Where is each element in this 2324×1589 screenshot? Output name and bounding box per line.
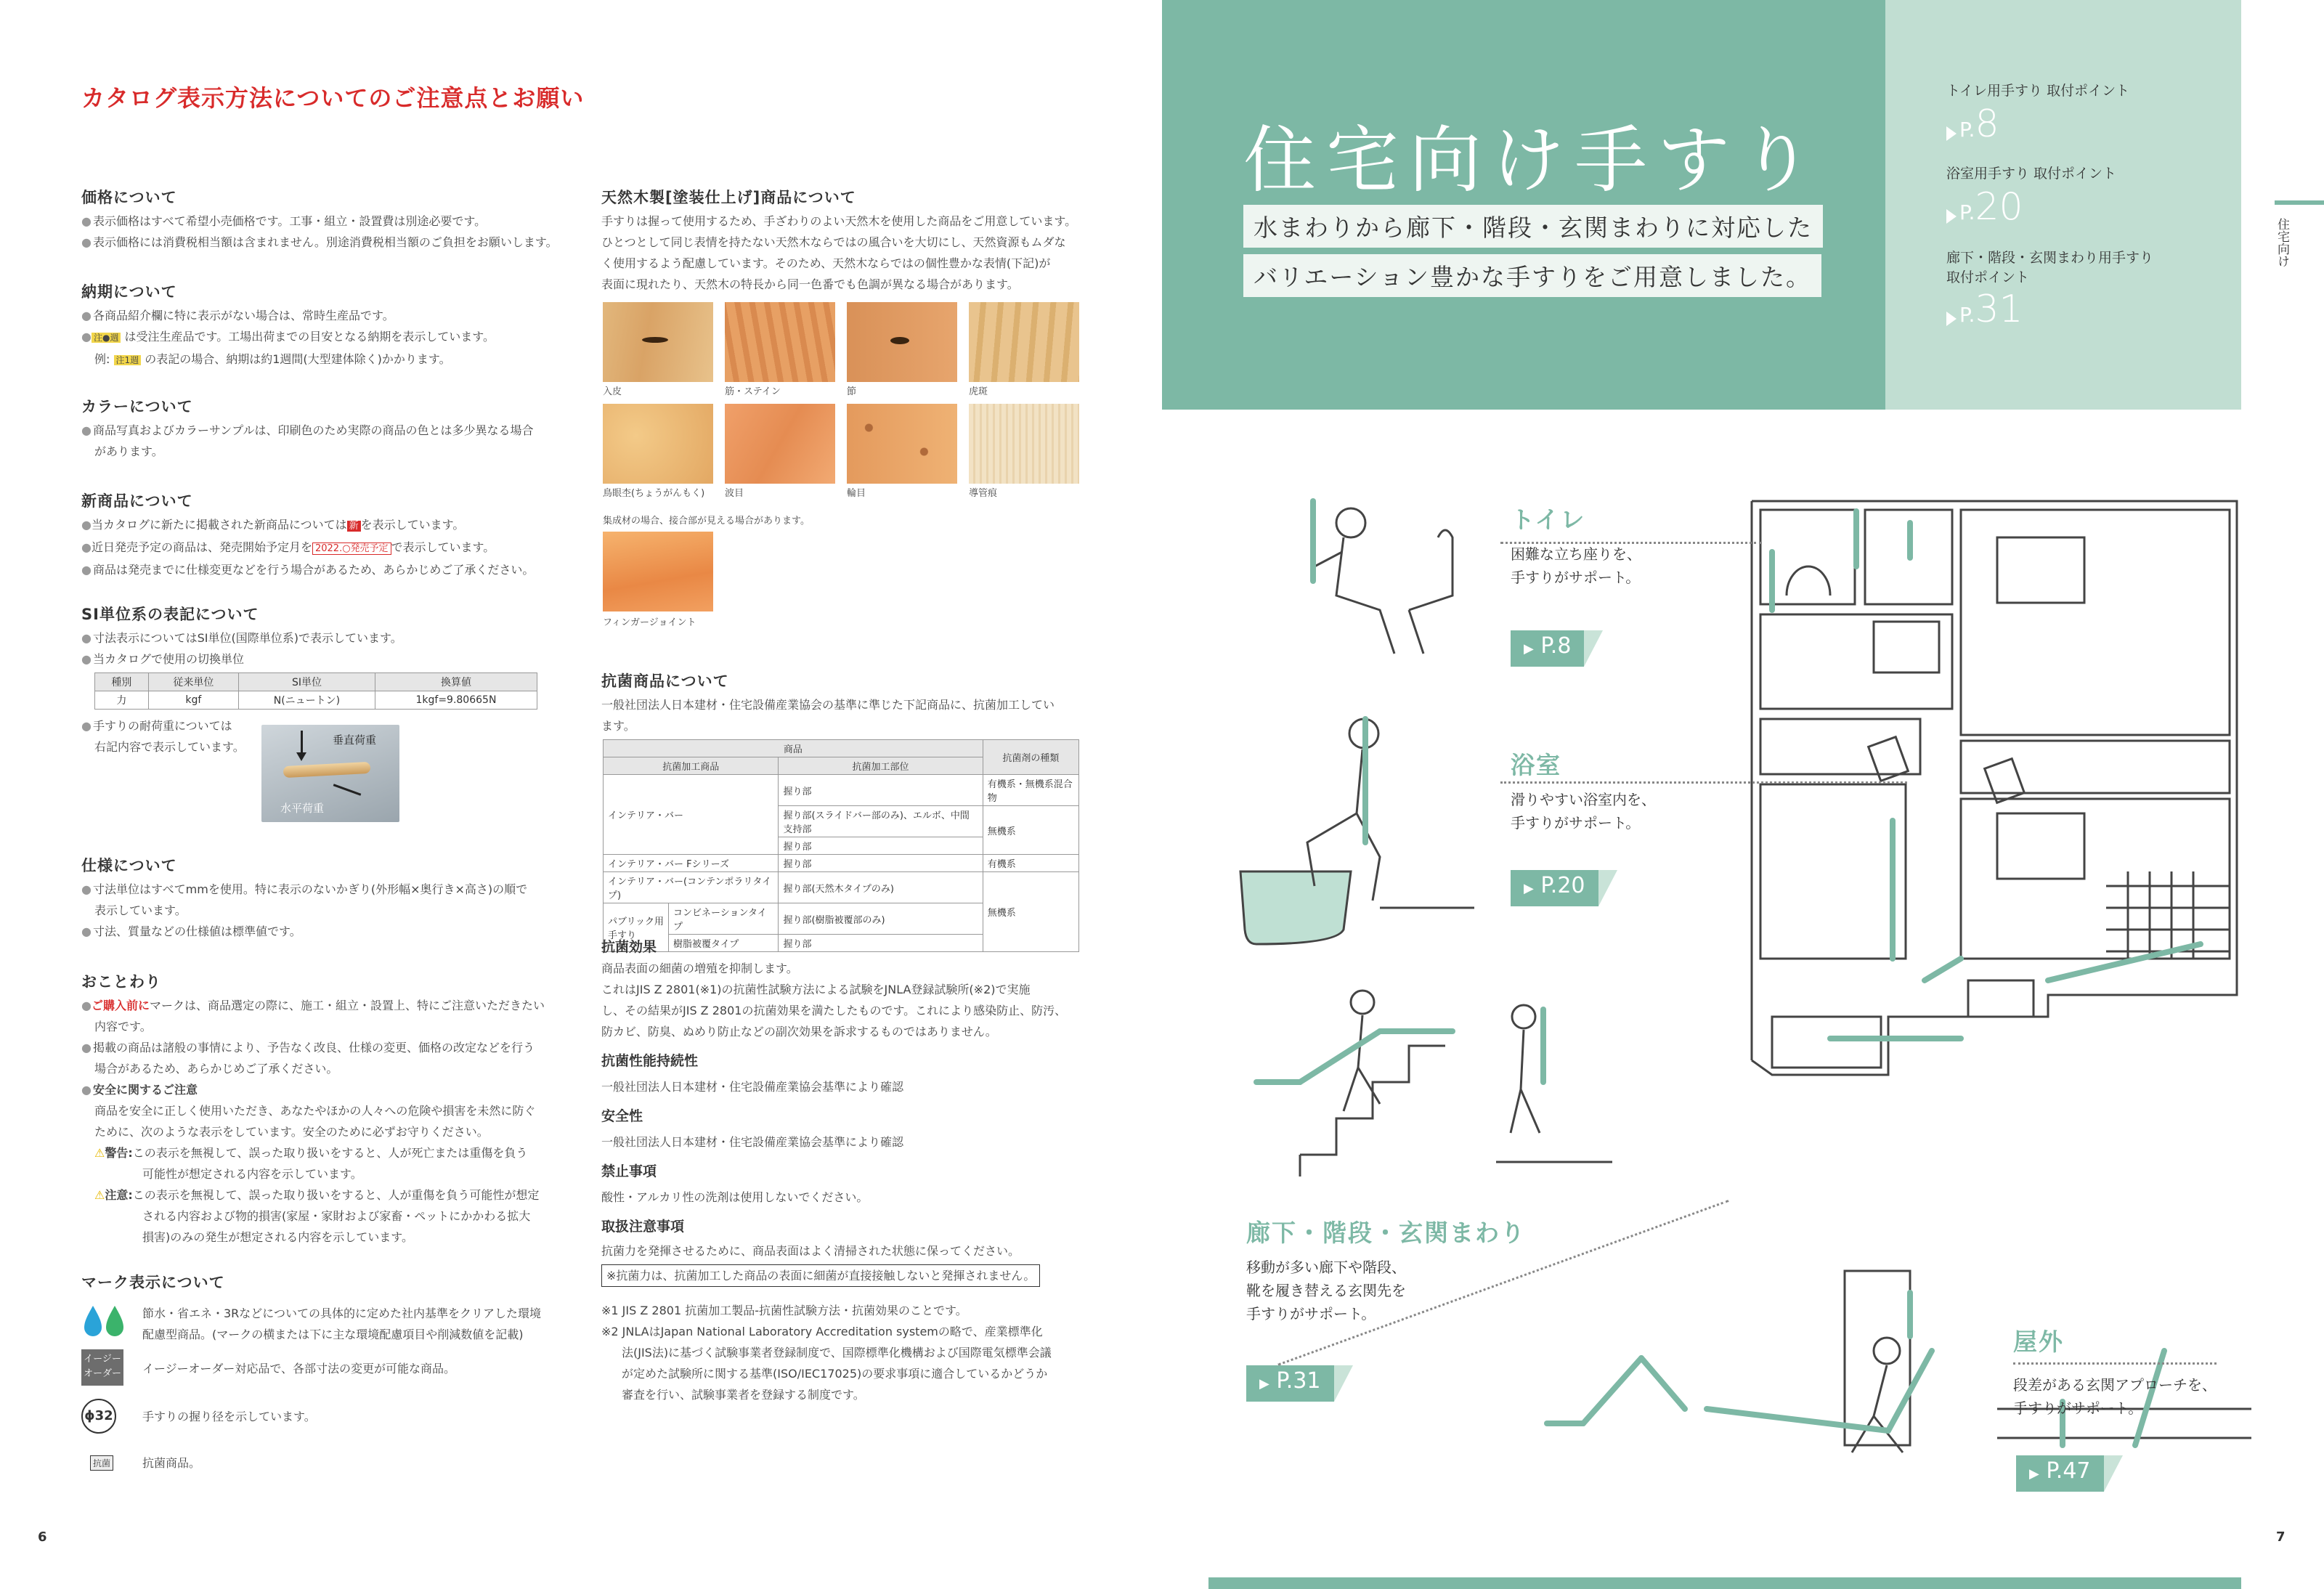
page-number-right: 7 [2276, 1529, 2286, 1545]
safety-line: 商品を安全に正しく使用いただき、あなたやほかの人々への危険や損害を未然に防ぐ [94, 1104, 536, 1118]
si-table-header: 換算値 [375, 673, 537, 691]
si-table-cell: kgf [148, 691, 238, 710]
warning-icon: ⚠ [94, 1146, 105, 1160]
notice-heading: おことわり [81, 973, 161, 991]
notice-line: マークは、商品選定の際に、施工・組立・設置上、特にご注意いただきたい [149, 999, 545, 1012]
eco-text [142, 1303, 578, 1345]
antibacterial-badge: 抗菌 [90, 1455, 113, 1471]
page-link-outdoor[interactable]: ▶ P.47 [2016, 1455, 2104, 1492]
table-header: 商品 [604, 740, 983, 757]
wood-swatch [603, 302, 713, 382]
marks-heading: マーク表示について [81, 1274, 225, 1291]
notice-line: 場合があるため、あらかじめご了承ください。 [94, 1062, 338, 1076]
wood-swatch [725, 302, 835, 382]
color-line: ● 商品写真およびカラーサンプルは、印刷色のため実際の商品の色とは多少異なる場合 [81, 420, 575, 441]
wood-section [601, 186, 1081, 295]
hero-title: 住宅向け手すり [1243, 118, 1823, 203]
price-section [81, 186, 575, 253]
category-title: 浴室 [1511, 751, 1561, 779]
wood-swatch [725, 404, 835, 484]
table-cell: コンビネーションタイプ [669, 903, 779, 935]
side-tab-bar [2275, 200, 2324, 205]
antibacterial-line: 一般社団法人日本建材・住宅設備産業協会の基準に準じた下記商品に、抗菌加工してい [601, 698, 1055, 712]
wood-line: 手すりは握って使用するため、手ざわりのよい天然木を使用した商品をご用意しています。 [601, 214, 1077, 228]
effect-line: 防カビ、防臭、ぬめり防止などの副次効果を訴求するものではありません。 [601, 1025, 997, 1039]
swatch-label: 筋・ステイン [725, 386, 781, 397]
wood-swatch [603, 404, 713, 484]
ref-bath[interactable] [1946, 163, 2116, 229]
si-heading: SI単位系の表記について [81, 606, 259, 623]
si-table-header: SI単位 [238, 673, 375, 691]
warning-label: 警告: [105, 1146, 133, 1160]
side-tab-label: 住宅向け [2275, 218, 2289, 267]
category-line: 移動が多い廊下や階段、 [1246, 1259, 1406, 1276]
safety-heading: ● 安全に関するご注意 [81, 1079, 575, 1100]
durability-line: 一般社団法人日本建材・住宅設備産業協会基準により確認 [601, 1080, 904, 1094]
made-to-order-badge: 注●週 [92, 333, 121, 343]
page-link-hall[interactable]: ▶ P.31 [1246, 1365, 1334, 1402]
category-title: トイレ [1511, 505, 1586, 534]
ref-hall[interactable] [1946, 247, 2153, 331]
category-hall [1246, 1214, 1526, 1325]
notice-line: ● 掲載の商品は諸般の事情により、予告なく改良、仕様の変更、価格の改定などを行う [81, 1037, 575, 1058]
easy-order-badge [81, 1349, 123, 1386]
load-line: 右記内容で表示しています。 [94, 740, 245, 754]
caution-line: この表示を無視して、誤った取り扱いをすると、人が重傷を負う可能性が想定 [132, 1188, 540, 1202]
wood-line: 表面に現れたり、天然木の特長から同一色番でも色調が異なる場合があります。 [601, 277, 1019, 291]
category-title: 屋外 [2013, 1328, 2064, 1356]
swatch-label: 鳥眼杢(ちょうがんもく) [603, 488, 705, 499]
eco-line: 節水・省エネ・3Rなどについての具体的に定めた社内基準をクリアした環境 [142, 1306, 541, 1320]
category-line: 靴を履き替える玄関先を [1246, 1282, 1406, 1299]
si-table-cell: 力 [95, 691, 149, 710]
new-product-line: で表示しています。 [391, 540, 495, 554]
effect-section [601, 937, 1081, 1405]
footnote-1: ※1 JIS Z 2801 抗菌加工製品-抗菌性試験方法・抗菌効果のことです。 [601, 1304, 967, 1317]
color-section [81, 395, 575, 462]
category-line: 手すりがサポート。 [1511, 569, 1641, 586]
purchase-highlight: ご購入前に [91, 999, 150, 1012]
example-label: 例: [94, 352, 110, 366]
wood-swatch [603, 532, 713, 611]
table-cell: パブリック用手すり [604, 903, 669, 952]
effect-line: 商品表面の細菌の増殖を抑制します。 [601, 962, 798, 975]
forbid-heading: 禁止事項 [601, 1163, 657, 1179]
one-week-badge: 注1週 [114, 355, 142, 365]
new-product-line: 当カタログに新たに掲載された新商品については [91, 518, 347, 532]
warning-line: この表示を無視して、誤った取り扱いをすると、人が死亡または重傷を負う [132, 1146, 528, 1160]
page-link-label: P.31 [1276, 1368, 1321, 1394]
table-cell: 握り部(樹脂被覆部のみ) [779, 903, 983, 935]
si-line: ● 当カタログで使用の切換単位 [81, 649, 575, 670]
vertical-load-label: 垂直荷重 [333, 733, 377, 747]
swatch-label: 輪目 [847, 488, 866, 499]
table-cell: 無機系 [983, 806, 1078, 855]
spec-heading: 仕様について [81, 857, 177, 874]
ref-toilet[interactable] [1946, 80, 2129, 146]
bottom-bar [1208, 1577, 2241, 1589]
delivery-line: ● 各商品紹介欄に特に表示がない場合は、常時生産品です。 [81, 305, 575, 326]
glue-note: 集成材の場合、接合部が見える場合があります。 [603, 516, 810, 527]
antibacterial-table [603, 739, 1079, 952]
table-cell: 握り部(スライドバー部のみ)、エルボ、中間支持部 [779, 806, 983, 837]
table-cell: 有機系・無機系混合物 [983, 775, 1078, 806]
color-line: があります。 [94, 444, 163, 458]
swatch-label: 波目 [725, 488, 744, 499]
ref-number: 20 [1975, 185, 2023, 229]
page-link-bath[interactable]: ▶ P.20 [1511, 870, 1598, 906]
arrow-right-icon [1946, 126, 1957, 141]
easy-badge-line: イージー [84, 1354, 121, 1365]
easy-badge-line: オーダー [83, 1368, 121, 1379]
swatch-label: 虎斑 [969, 386, 988, 397]
page-number-left: 6 [38, 1529, 47, 1545]
price-heading: 価格について [81, 189, 177, 206]
effect-line: これはJIS Z 2801(※1)の抗菌性試験方法による試験をJNLA登録試験所(※2)で実施 [601, 983, 1031, 996]
table-header: 抗菌加工商品 [604, 757, 779, 775]
wood-swatch [847, 404, 957, 484]
load-photo [261, 725, 399, 822]
category-title: 廊下・階段・玄関まわり [1246, 1219, 1526, 1247]
handling-line: 抗菌力を発揮させるために、商品表面はよく清掃された状態に保ってください。 [601, 1244, 1020, 1258]
new-product-line: ● 商品は発売までに仕様変更などを行う場合があるため、あらかじめご了承ください。 [81, 559, 575, 580]
new-product-section: 新商品について ●当カタログに新たに掲載された新商品については 新 を表示しています。 ●近日発売予定の商品は、発売開始予定月を 2022.○発売予定 で表示しています。 ● 商品は発売までに仕様変更などを行う場合があるため、あらかじめご了承ください。 [81, 489, 575, 580]
new-product-line: 近日発売予定の商品は、発売開始予定月を [91, 540, 312, 554]
safety-line-mid: 一般社団法人日本建材・住宅設備産業協会基準により確認 [601, 1135, 904, 1149]
wood-swatch [847, 302, 957, 382]
antibacterial-heading: 抗菌商品について [601, 672, 729, 690]
category-line: 手すりがサポート。 [1511, 814, 1641, 832]
caution-line: される内容および物的損害(家屋・家財および家畜・ペットにかかわる拡大 [142, 1209, 531, 1223]
si-table [94, 672, 537, 710]
caution-icon: ⚠ [94, 1188, 105, 1202]
price-line: ● 表示価格には消費税相当額は含まれません。別途消費税相当額のご負担をお願いします。 [81, 232, 575, 253]
diameter-text: 手すりの握り径を示しています。 [142, 1410, 316, 1423]
effect-heading: 抗菌効果 [601, 939, 657, 955]
handling-box-note: ※抗菌力は、抗菌加工した商品の表面に細菌が直接接触しないと発揮されません。 [601, 1264, 1040, 1287]
safety-heading-mid: 安全性 [601, 1108, 643, 1124]
swatch-label: 導管痕 [969, 488, 998, 499]
category-line: 滑りやすい浴室内を、 [1511, 791, 1656, 808]
notice-line: 内容です。 [94, 1020, 152, 1033]
spec-line: ● 寸法単位はすべてmmを使用。特に表示のないかぎり(外形幅×奥行き×高さ)の順で [81, 879, 575, 900]
ref-number: 8 [1975, 102, 1999, 146]
wood-line: ひとつとして同じ表情を持たない天然木ならではの風合いを大切にし、天然資源もムダな [601, 235, 1066, 249]
arrow-right-icon [1946, 209, 1957, 224]
handling-heading: 取扱注意事項 [601, 1219, 685, 1235]
release-badge: 2022.○発売予定 [312, 542, 391, 555]
swatch-label: 入皮 [603, 386, 622, 397]
safety-line: ために、次のような表示をしています。安全のために必ずお守りください。 [94, 1125, 489, 1139]
category-toilet [1511, 501, 1641, 589]
category-line: 困難な立ち座りを、 [1511, 545, 1641, 563]
table-cell: 無機系 [983, 872, 1078, 952]
table-cell: 樹脂被覆タイプ [669, 935, 779, 952]
forbid-line: 酸性・アルカリ性の洗剤は使用しないでください。 [601, 1190, 869, 1204]
table-cell: 握り部 [779, 775, 983, 806]
eco-line: 配慮型商品。(マークの横または下に主な環境配慮項目や削減数値を記載) [142, 1328, 524, 1341]
table-cell: インテリア・バー Fシリーズ [604, 855, 779, 872]
table-cell: 握り部(天然木タイプのみ) [779, 872, 983, 903]
ref-label: 取付ポイント [1946, 269, 2030, 285]
si-line: ● 寸法表示についてはSI単位(国際単位系)で表示しています。 [81, 627, 575, 649]
table-header: 抗菌加工部位 [779, 757, 983, 775]
ref-p: P. [1959, 118, 1975, 142]
category-outdoor [2013, 1323, 2217, 1420]
si-table-cell: 1kgf=9.80665N [375, 691, 537, 710]
wood-heading: 天然木製[塗装仕上げ]商品について [601, 189, 856, 206]
eco-drop-icon [81, 1304, 128, 1342]
table-cell: 握り部 [779, 935, 983, 952]
new-badge: 新 [347, 521, 361, 532]
notice-section: おことわり ●ご購入前にマークは、商品選定の際に、施工・組立・設置上、特にご注意いただきたい 内容です。 ● 掲載の商品は諸般の事情により、予告なく改良、仕様の変更、価格の改定などを行う 場合があるため、あらかじめご了承ください。 ● 安全に関するご注意 商品を安全に正しく使用いただき、あなたやほかの人々への危険や損害を未然に防ぐ ために、次のような表示をしています。安全のために必ずお守りください。 ⚠警告:この表示を無視して、誤った取り扱いをすると、人が死亡または重傷を負う 可能性が想定される内容を示しています。 ⚠注意:この表示を無視して、誤った取り扱いをすると、人が重傷を負う可能性が想定 される内容および物的損害(家屋・家財および家畜・ペットにかかわる拡大 損害)のみの発生が想定される内容を示しています。 [81, 970, 575, 1248]
page-link-toilet[interactable]: ▶ P.8 [1511, 630, 1584, 667]
easy-order-text: イージーオーダー対応品で、各部寸法の変更が可能な商品。 [142, 1362, 456, 1375]
si-table-header: 種別 [95, 673, 149, 691]
table-header: 抗菌剤の種類 [983, 740, 1078, 775]
diameter-badge: ϕ32 [81, 1399, 116, 1434]
swatch-label: 節 [847, 386, 857, 397]
wood-swatch [969, 404, 1079, 484]
arrow-right-icon [1946, 312, 1957, 326]
category-bath [1511, 747, 1656, 834]
page-link-label: P.20 [1540, 873, 1585, 898]
new-product-heading: 新商品について [81, 492, 193, 510]
ref-label: 廊下・階段・玄関まわり用手すり [1946, 250, 2154, 266]
spec-section [81, 854, 575, 942]
caution-line: 損害)のみの発生が想定される内容を示しています。 [142, 1230, 413, 1244]
ref-p: P. [1959, 200, 1975, 224]
category-line: 手すりがサポート。 [1246, 1305, 1376, 1322]
price-line: ● 表示価格はすべて希望小売価格です。工事・組立・設置費は別途必要です。 [81, 211, 575, 232]
delivery-line: は受注生産品です。工場出荷までの目安となる納期を表示しています。 [124, 330, 495, 344]
delivery-section: 納期について ● 各商品紹介欄に特に表示がない場合は、常時生産品です。 ● 注●週 は受注生産品です。工場出荷までの目安となる納期を表示しています。 例: 注1週 の表記の場合、納期は約1週間(大型建体除く)かかります。 [81, 280, 575, 371]
spec-line: 表示しています。 [94, 903, 187, 917]
hero-tagline: 水まわりから廊下・階段・玄関まわりに対応した [1243, 205, 1823, 248]
wood-line: く使用するよう配慮しています。そのため、天然木ならではの個性豊かな表情(下記)が [601, 256, 1051, 270]
effect-line: し、その結果がJIS Z 2801の抗菌効果を満たしたものです。これにより感染防止、防汚、 [601, 1004, 1067, 1017]
spec-line: ● 寸法、質量などの仕様値は標準値です。 [81, 921, 575, 942]
table-cell: インテリア・バー(コンテンポラリタイプ) [604, 872, 779, 903]
delivery-heading: 納期について [81, 283, 177, 301]
si-table-cell: N(ニュートン) [238, 691, 375, 710]
durability-heading: 抗菌性能持続性 [601, 1053, 699, 1069]
color-heading: カラーについて [81, 398, 193, 415]
page-title: カタログ表示方法についてのご注意点とお願い [81, 84, 585, 112]
new-product-line: を表示しています。 [360, 518, 465, 532]
table-cell: 握り部 [779, 837, 983, 855]
ref-label: 浴室用手すり 取付ポイント [1946, 166, 2117, 182]
table-cell: 握り部 [779, 855, 983, 872]
horizontal-load-label: 水平荷重 [280, 802, 325, 815]
wood-swatch [969, 302, 1079, 382]
delivery-line: の表記の場合、納期は約1週間(大型建体除く)かかります。 [145, 352, 451, 366]
load-line: ● 手すりの耐荷重については [81, 715, 575, 736]
hero-tagline: バリエーション豊かな手すりをご用意しました。 [1243, 254, 1821, 297]
table-cell: 有機系 [983, 855, 1078, 872]
page-link-label: P.8 [1540, 633, 1572, 659]
table-cell: インテリア・バー [604, 775, 779, 855]
footnote-2: ※2 JNLAはJapan National Laboratory Accreditation systemの略で、産業標準化 [601, 1325, 1043, 1338]
si-table-header: 従来単位 [148, 673, 238, 691]
marks-section [81, 1271, 575, 1293]
caution-label: 注意: [105, 1188, 133, 1202]
finger-joint-label: フィンガージョイント [603, 617, 696, 628]
antibacterial-line: ます。 [601, 719, 635, 733]
warning-line: 可能性が想定される内容を示しています。 [142, 1167, 362, 1181]
footnote-2: 法(JIS法)に基づく試験事業者登録制度で、国際標準化機構および国際電気標準会議 [622, 1346, 1052, 1360]
page-link-label: P.47 [2046, 1458, 2091, 1484]
category-line: 手すりがサポート。 [2013, 1399, 2143, 1417]
antibacterial-text: 抗菌商品。 [142, 1456, 201, 1470]
footnote-2: 審査を行い、試験事業者を登録する制度です。 [622, 1388, 865, 1402]
ref-label: トイレ用手すり 取付ポイント [1946, 83, 2130, 99]
ref-number: 31 [1975, 288, 2023, 331]
antibacterial-section [601, 670, 1081, 736]
footnote-2: が定めた試験所に関する基準(ISO/IEC17025)の要求事項に適合しているかどうか [622, 1367, 1048, 1381]
ref-p: P. [1959, 303, 1975, 327]
category-line: 段差がある玄関アプローチを、 [2013, 1376, 2217, 1394]
